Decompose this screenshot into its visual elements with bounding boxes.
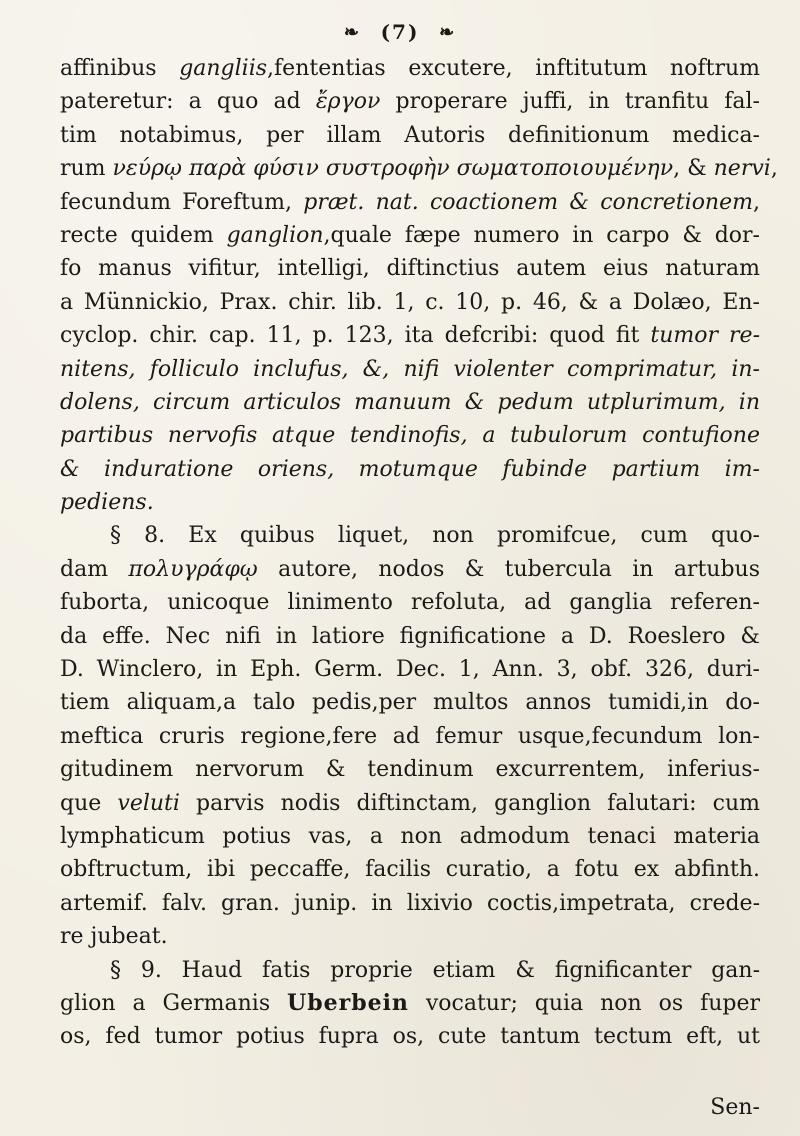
text-line: rum νεύρῳ παρὰ φύσιν συστροφὴν σωματοποιουμένην, & nervi,	[60, 156, 778, 182]
text-line: a Münnickio, Prax. chir. lib. 1, c. 10, p. 46, & a Dolæo, En-	[60, 289, 760, 315]
text-line: tiem aliquam,a talo pedis,per multos annos tumidi,in do-	[60, 690, 760, 716]
text-line: pediens.	[60, 490, 154, 516]
text-line: artemif. falv. gran. junip. in lixivio coctis,impetrata, crede-	[60, 890, 760, 916]
text-line: re jubeat.	[60, 924, 168, 950]
text-line: & induratione oriens, motumque fubinde partium im-	[60, 456, 760, 482]
text-line: lymphaticum potius vas, a non admodum tenaci materia	[60, 823, 760, 849]
text-line: da effe. Nec nifi in latiore fignificatione a D. Roeslero &	[60, 623, 760, 649]
left-ornament-icon: ❧	[343, 21, 361, 43]
text-line: recte quidem ganglion,quale fæpe numero in carpo & dor-	[60, 222, 760, 248]
text-line: D. Winclero, in Eph. Germ. Dec. 1, Ann. 3, obf. 326, duri-	[60, 657, 760, 683]
text-line: fuborta, unicoque linimento refoluta, ad ganglia referen-	[60, 590, 760, 616]
text-line: dolens, circum articulos manuum & pedum utplurimum, in	[60, 389, 760, 415]
text-line: fecundum Foreftum, præt. nat. coactionem & concretionem,	[60, 189, 760, 215]
text-line: glion a Germanis Uberbein vocatur; quia non os fuper	[60, 989, 761, 1016]
page-number: (7)	[380, 20, 420, 44]
text-line: que veluti parvis nodis diftinctam, ganglion falutari: cum	[60, 790, 760, 816]
text-line: partibus nervofis atque tendinofis, a tubulorum contufione	[60, 423, 760, 449]
right-ornament-icon: ❧	[439, 21, 457, 43]
running-header	[0, 18, 800, 44]
body-text	[60, 52, 778, 1054]
text-line: os, fed tumor potius fupra os, cute tantum tectum eft, ut	[60, 1024, 760, 1050]
section-8-start: § 8. Ex quibus liquet, non promifcue, cum quo-	[110, 523, 760, 549]
text-line: affinibus gangliis,fententias excutere, inftitutum noftrum	[60, 56, 760, 81]
text-line: gitudinem nervorum & tendinum excurrentem, inferius-	[60, 757, 760, 783]
section-9-start: § 9. Haud fatis proprie etiam & fignificanter gan-	[110, 957, 760, 983]
catchword: Sen-	[710, 1095, 760, 1120]
text-line: cyclop. chir. cap. 11, p. 123, ita defcribi: quod fit tumor re-	[60, 323, 760, 349]
text-line: dam πολυγράφῳ autore, nodos & tubercula in artubus	[60, 556, 760, 582]
text-line: meftica cruris regione,fere ad femur usque,fecundum lon-	[60, 723, 760, 749]
text-line: nitens, folliculo inclufus, &, nifi violenter comprimatur, in-	[60, 356, 760, 382]
text-line: obftructum, ibi peccaffe, facilis curatio, a fotu ex abfinth.	[60, 857, 760, 883]
text-line: pateretur: a quo ad ἔργον properare juffi, in tranfitu fal-	[60, 89, 760, 115]
text-line: fo manus vifitur, intelligi, diftinctius autem eius naturam	[60, 256, 760, 282]
text-line: tim notabimus, per illam Autoris definitionum medica-	[60, 122, 760, 148]
